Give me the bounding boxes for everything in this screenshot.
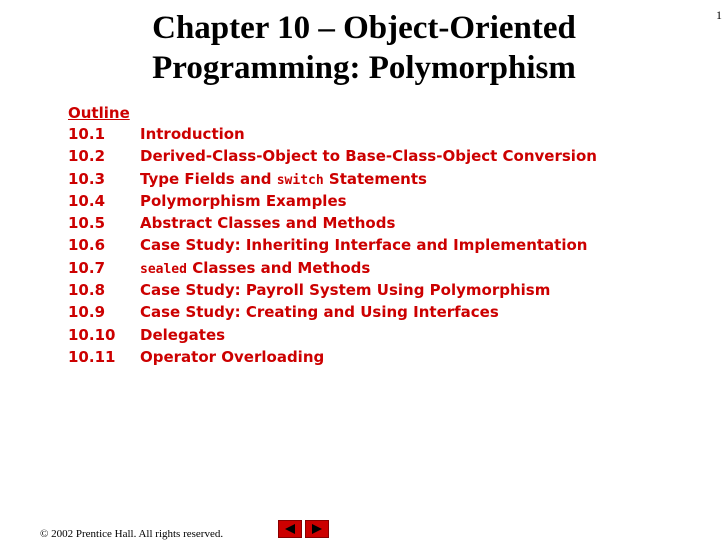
outline-item-text: Operator Overloading	[140, 347, 325, 366]
outline-item-number: 10.6	[68, 236, 106, 255]
outline-item-text: Delegates	[140, 325, 226, 344]
outline-item-text: Case Study: Payroll System Using Polymorphism	[140, 281, 551, 300]
outline-item-text	[140, 168, 427, 192]
outline-item-number: 10.5	[68, 214, 106, 233]
next-slide-button[interactable]	[305, 520, 329, 538]
outline-item[interactable]	[68, 324, 708, 346]
outline-item-code: sealed	[140, 261, 187, 277]
outline-item-number: 10.4	[68, 191, 106, 210]
outline-item-text: Derived-Class-Object to Base-Class-Object Conversion	[140, 147, 597, 166]
title-line-2: Programming: Polymorphism	[152, 50, 576, 86]
previous-slide-button[interactable]	[278, 520, 302, 538]
outline-item[interactable]	[68, 257, 708, 279]
title-line-1: Chapter 10 – Object-Oriented	[152, 10, 576, 46]
outline-item-number: 10.11	[68, 347, 116, 366]
outline	[68, 103, 708, 368]
copyright-footer: © 2002 Prentice Hall. All rights reserved.	[40, 528, 224, 540]
left-triangle-icon	[283, 523, 297, 535]
outline-item-number: 10.8	[68, 281, 106, 300]
outline-item-code: switch	[276, 172, 324, 188]
page-number: 1	[716, 8, 722, 22]
slide-navigation	[278, 520, 329, 538]
outline-heading: Outline	[68, 104, 130, 122]
outline-item-text: Case Study: Inheriting Interface and Implementation	[140, 236, 588, 255]
outline-item[interactable]	[68, 168, 708, 190]
outline-item-number: 10.2	[68, 147, 106, 166]
outline-item-text-post: Statements	[323, 169, 427, 188]
outline-item-text-pre: Type Fields and	[140, 169, 277, 188]
right-triangle-icon	[310, 523, 324, 535]
outline-item-text: Polymorphism Examples	[140, 191, 347, 210]
outline-item-number: 10.10	[68, 325, 116, 344]
outline-item-text: Abstract Classes and Methods	[140, 214, 396, 233]
slide-title	[0, 8, 728, 88]
outline-item-text-post: Classes and Methods	[186, 258, 371, 277]
outline-item-number: 10.1	[68, 125, 106, 143]
outline-item-number: 10.9	[68, 303, 106, 322]
outline-item-text: Introduction	[140, 125, 245, 143]
outline-item-text: Case Study: Creating and Using Interfaces	[140, 303, 499, 322]
outline-item[interactable]	[68, 279, 708, 301]
outline-item-number: 10.7	[68, 258, 106, 277]
outline-item[interactable]	[68, 212, 708, 234]
outline-item[interactable]	[68, 190, 708, 212]
outline-item[interactable]	[68, 123, 708, 145]
outline-item-text	[140, 257, 370, 281]
outline-item[interactable]	[68, 301, 708, 323]
outline-item-number: 10.3	[68, 169, 106, 188]
outline-item[interactable]	[68, 145, 708, 167]
outline-item[interactable]	[68, 234, 708, 256]
outline-item[interactable]	[68, 346, 708, 368]
